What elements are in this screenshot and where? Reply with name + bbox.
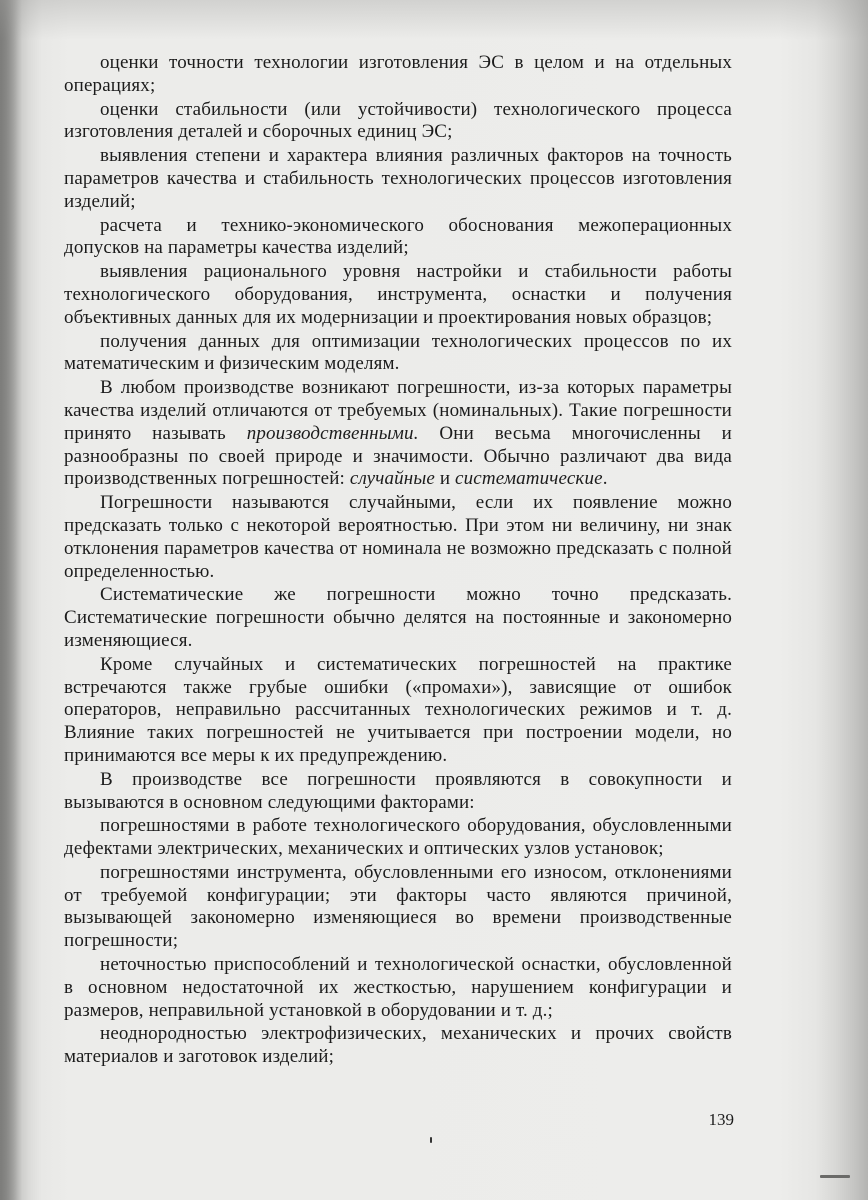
paragraph-12: погрешностями в работе технологического оборудования, обусловленными дефектами электрических, механических и оптических узлов установок; bbox=[64, 815, 732, 860]
paragraph-7-part-1: В любом производстве возникают погрешности, из-за которых параметры качества изделий отличаются от требуемых (номинальных). Такие погрешности принято называть bbox=[64, 377, 732, 444]
paragraph-13: погрешностями инструмента, обусловленными его износом, отклонениями от требуемой конфигурации; эти факторы часто являются причиной, вызывающей закономерно изменяющиеся во времени производственные погрешности; bbox=[64, 861, 732, 952]
paragraph-14: неточностью приспособлений и технологической оснастки, обусловленной в основном недостаточной их жесткостью, нарушением конфигурации и размеров, неправильной установкой в оборудовании и т. д.; bbox=[64, 954, 732, 1021]
term-production-errors: производственными. bbox=[246, 422, 419, 444]
page-number: 139 bbox=[708, 1110, 734, 1129]
paragraph-2: оценки стабильности (или устойчивости) технологического процесса изготовления деталей и сборочных единиц ЭС; bbox=[64, 98, 732, 143]
scan-edge-mark bbox=[820, 1175, 850, 1178]
term-systematic: систематические bbox=[455, 468, 603, 490]
page-binding-shadow bbox=[0, 0, 22, 1200]
paragraph-7 bbox=[64, 377, 732, 491]
paragraph-6: получения данных для оптимизации технологических процессов по их математическим и физическим моделям. bbox=[64, 330, 732, 375]
paragraph-9: Систематические же погрешности можно точно предсказать. Систематические погрешности обычно делятся на постоянные и закономерно изменяющиеся. bbox=[64, 584, 732, 651]
scan-speck bbox=[430, 1137, 432, 1143]
paragraph-5: выявления рационального уровня настройки и стабильности работы технологического оборудования, инструмента, оснастки и получения объективных данных для их модернизации и проектирования новых образцов; bbox=[64, 261, 732, 328]
paragraph-1: оценки точности технологии изготовления ЭС в целом и на отдельных операциях; bbox=[64, 52, 732, 96]
page-top-shadow bbox=[0, 0, 868, 40]
paragraph-7-part-2: Они весьма многочисленны и разнообразны по своей природе и значимости. Обычно различают два вида производственных погрешностей: bbox=[64, 422, 732, 490]
term-random: случайные bbox=[349, 468, 435, 490]
paragraph-15: неоднородностью электрофизических, механических и прочих свойств материалов и заготовок изделий; bbox=[64, 1023, 732, 1068]
paragraph-7-conjunction: и bbox=[434, 468, 456, 490]
paragraph-10: Кроме случайных и систематических погрешностей на практике встречаются также грубые ошибки («промахи»), зависящие от ошибок операторов, неправильно рассчитанных технологических режимов и т. д. Влияние таких погрешностей не учитывается при построении модели, но принимаются все меры к их предупреждению. bbox=[64, 653, 732, 766]
page-body-text bbox=[64, 52, 732, 1070]
paragraph-7-end: . bbox=[602, 468, 608, 490]
paragraph-8: Погрешности называются случайными, если их появление можно предсказать только с некоторой вероятностью. При этом ни величину, ни знак отклонения параметров качества от номинала не возможно предсказать с полной определенностью. bbox=[64, 492, 732, 582]
paragraph-11: В производстве все погрешности проявляются в совокупности и вызываются в основном следующими факторами: bbox=[64, 768, 732, 813]
paragraph-4: расчета и технико-экономического обоснования межоперационных допусков на параметры качества изделий; bbox=[64, 214, 732, 259]
paragraph-3: выявления степени и характера влияния различных факторов на точность параметров качества и стабильность технологических процессов изготовления изделий; bbox=[64, 145, 732, 212]
